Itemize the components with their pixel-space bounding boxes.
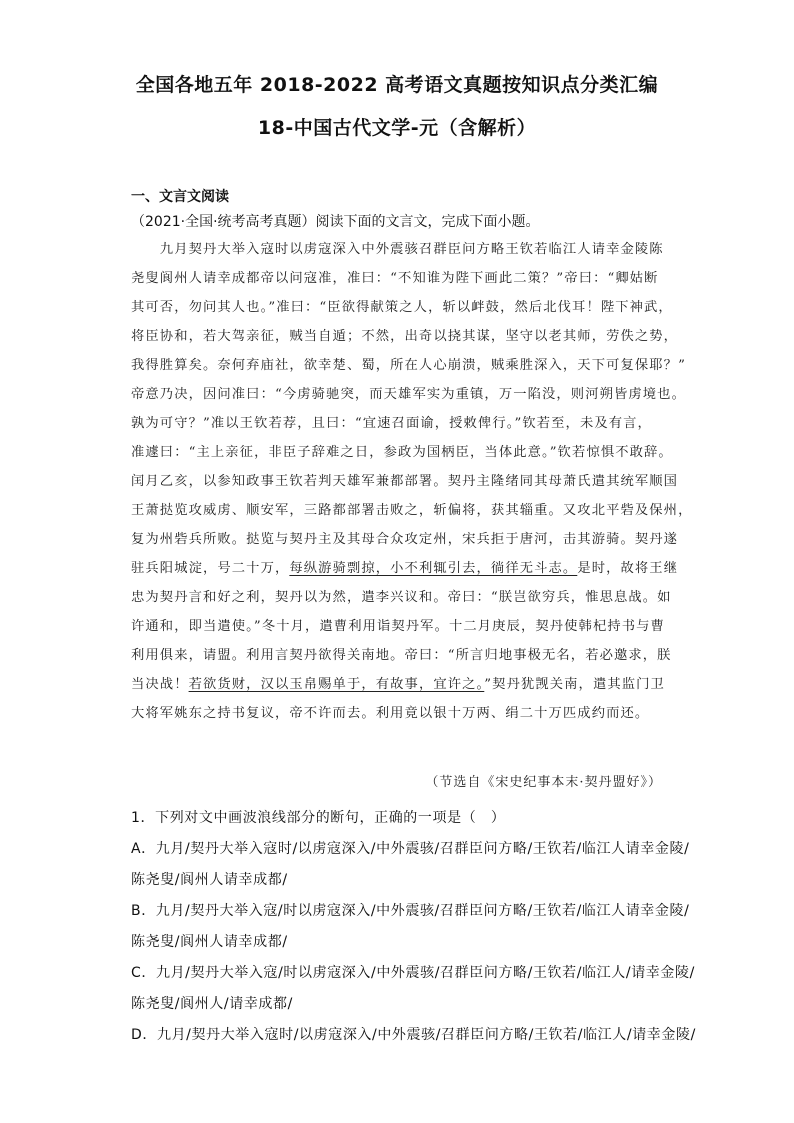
option-line: 陈尧叟/阆州人/请幸成都/ bbox=[131, 996, 293, 1012]
passage-text: 驻兵阳城淀，号二十万， bbox=[131, 561, 290, 576]
passage-text: 许通和，即当遣使。”冬十月，遣曹利用诣契丹军。十二月庚辰，契丹使韩杞持书与曹 bbox=[131, 619, 665, 634]
passage-line bbox=[131, 385, 686, 405]
question-stem: 1．下列对文中画波浪线部分的断句，正确的一项是（ ） bbox=[131, 810, 506, 826]
passage-text: 孰为可守？”准以王钦若荐，且曰：“宜速召面谕，授敕俾行。”钦若至，未及有言， bbox=[131, 416, 652, 431]
passage-text: 尧叟阆州人请幸成都帝以问寇准，准曰：“不知谁为陛下画此二策？”帝曰：“卿姑断 bbox=[131, 271, 659, 286]
passage-line bbox=[131, 240, 664, 260]
source-note: （2021·全国·统考高考真题）阅读下面的文言文，完成下面小题。 bbox=[131, 214, 540, 230]
passage-line bbox=[131, 588, 672, 608]
passage-line bbox=[131, 646, 672, 666]
document-title-line1: 全国各地五年 2018-2022 高考语文真题按知识点分类汇编 bbox=[135, 74, 659, 96]
passage-text: 九月契丹大举入寇时以虏寇深入中外震骇召群臣问方略王钦若临江人请幸金陵陈 bbox=[131, 242, 664, 257]
option-line: A．九月/契丹大举入寇时/以虏寇深入/中外震骇/召群臣问方略/王钦若/临江人请幸金陵/ bbox=[131, 841, 690, 857]
passage-text: 我得胜算矣。奈何弃庙社，欲幸楚、蜀，所在人心崩溃，贼乘胜深入，天下可复保耶？” bbox=[131, 358, 686, 373]
passage-text: 其可否，勿问其人也。”准曰：“臣欲得献策之人，斩以衅鼓，然后北伐耳！陛下神武， bbox=[131, 300, 673, 315]
passage-text: 复为州砦兵所败。挞览与契丹主及其母合众攻定州，宋兵拒于唐河，击其游骑。契丹遂 bbox=[131, 532, 679, 547]
passage-line bbox=[131, 530, 678, 550]
passage-line bbox=[131, 414, 652, 434]
passage-text: 准遽曰：“主上亲征，非臣子辞难之日，参政为国柄臣，当体此意。”钦若惊惧不敢辞。 bbox=[131, 445, 673, 460]
passage-text: 忠为契丹言和好之利，契丹以为然，遣李兴议和。帝曰：“朕岂欲穷兵，惟思息战。如 bbox=[131, 590, 672, 605]
passage-text: 利用俱来，请盟。利用言契丹欲得关南地。帝曰：“所言归地事极无名，若必邀求，朕 bbox=[131, 648, 672, 663]
document-title-line2: 18-中国古代文学-元（含解析） bbox=[257, 117, 537, 139]
passage-text: 帝意乃决，因问准曰：“今虏骑驰突，而天雄军实为重镇，万一陷没，则河朔皆虏境也。 bbox=[131, 387, 686, 402]
passage-line bbox=[131, 327, 678, 347]
passage-text: 将臣协和，若大驾亲征，贼当自遁；不然，出奇以挠其谋，坚守以老其师，劳佚之势， bbox=[131, 329, 679, 344]
passage-text: ”契丹犹觊关南，遣其监门卫 bbox=[484, 677, 665, 692]
section-heading: 一、文言文阅读 bbox=[131, 189, 229, 205]
passage-citation: （节选自《宋史纪事本末·契丹盟好》） bbox=[425, 775, 662, 790]
option-line: 陈尧叟/阆州人请幸成都/ bbox=[131, 934, 288, 950]
passage-line bbox=[131, 298, 673, 318]
passage-line bbox=[131, 443, 673, 463]
passage-line bbox=[131, 472, 678, 492]
passage-text: 大将军姚东之持书复议，帝不许而去。利用竟以银十万两、绢二十万匹成约而还。 bbox=[131, 706, 650, 721]
passage-text: 当决战！ bbox=[131, 677, 189, 692]
option-line: B．九月/契丹大举入寇/时以虏寇深入/中外震骇/召群臣问方略/王钦若/临江人请幸金陵/ bbox=[131, 903, 690, 919]
passage-line bbox=[131, 704, 649, 724]
passage-line bbox=[131, 675, 665, 695]
underlined-sentence: 若欲货财，汉以玉帛赐单于，有故事，宜许之。 bbox=[188, 677, 485, 692]
passage-line bbox=[131, 501, 692, 521]
passage-text: 是时，故将王继 bbox=[577, 561, 679, 576]
passage-line bbox=[131, 559, 678, 579]
option-line: D．九月/契丹大举入寇时/以虏寇深入/中外震骇/召群臣问方略/王钦若/临江人/请幸金陵/ bbox=[131, 1027, 696, 1043]
passage-line bbox=[131, 617, 665, 637]
underlined-sentence: 每纵游骑剽掠，小不利辄引去，徜徉无斗志。 bbox=[289, 561, 578, 576]
option-line: 陈尧叟/阆州人请幸成都/ bbox=[131, 872, 288, 888]
passage-line bbox=[131, 356, 686, 376]
passage-line bbox=[131, 269, 659, 289]
option-line: C．九月/契丹大举入寇/时以虏寇深入/中外震骇/召群臣问方略/王钦若/临江人/请幸金陵/ bbox=[131, 965, 695, 981]
passage-text: 闰月乙亥，以参知政事王钦若判天雄军兼都部署。契丹主隆绪同其母萧氏遣其统军顺国 bbox=[131, 474, 679, 489]
passage-text: 王萧挞览攻威虏、顺安军，三路都部署击败之，斩偏将，获其辎重。又攻北平砦及保州， bbox=[131, 503, 693, 518]
